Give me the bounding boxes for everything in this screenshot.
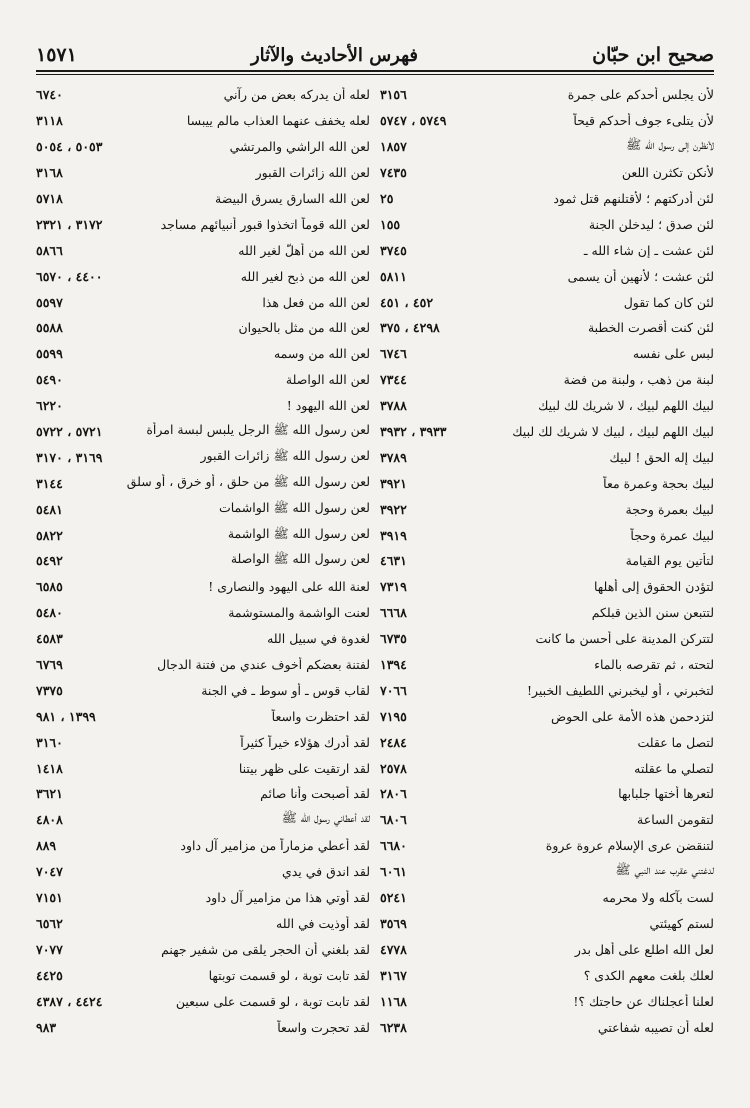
index-entry bbox=[36, 574, 370, 600]
hadith-number: ٤٤٢٤ ، ٤٣٨٧ bbox=[36, 993, 103, 1009]
hadith-incipit: لبيك عمرة وحجاً bbox=[630, 527, 714, 543]
hadith-incipit: لأن يتلىء جوف أحدكم قيحاً bbox=[573, 113, 714, 129]
index-entry bbox=[380, 82, 714, 108]
index-entry bbox=[380, 289, 714, 315]
hadith-incipit: لعن رسول الله ﷺ الواشمة bbox=[227, 525, 370, 541]
index-entry bbox=[380, 729, 714, 755]
hadith-number: ٣٧٨٨ bbox=[380, 398, 407, 414]
hadith-incipit: لعن الله من وسمه bbox=[273, 346, 370, 362]
hadith-incipit: لقد تحجرت واسعاً bbox=[277, 1019, 370, 1035]
hadith-incipit: لتقومن الساعة bbox=[637, 812, 714, 828]
hadith-number: ٥٤٩٢ bbox=[36, 553, 63, 569]
index-entry bbox=[380, 962, 714, 988]
hadith-incipit: لقد أعطاني رسول الله ﷺ bbox=[281, 810, 370, 826]
hadith-number: ٥٤٩٠ bbox=[36, 372, 63, 388]
hadith-number: ٦٥٨٥ bbox=[36, 579, 63, 595]
index-entry bbox=[380, 548, 714, 574]
hadith-incipit: لأنظرن إلى رسول الله ﷺ bbox=[626, 137, 714, 153]
hadith-incipit: لستم كهيئتي bbox=[649, 915, 714, 931]
hadith-incipit: لتصل ما عقلت bbox=[637, 734, 714, 750]
index-entry bbox=[36, 341, 370, 367]
index-entry bbox=[380, 807, 714, 833]
hadith-incipit: لعله أن يدركه بعض من رآني bbox=[223, 87, 370, 103]
hadith-incipit: لعله يخفف عنهما العذاب مالم ييبسا bbox=[186, 113, 370, 129]
hadith-number: ٧٤٣٥ bbox=[380, 165, 407, 181]
hadith-incipit: لئن أدركتهم ؛ لأقتلنهم قتل ثمود bbox=[553, 191, 714, 206]
hadith-incipit: لبنة من ذهب ، ولبنة من فضة bbox=[563, 372, 714, 388]
hadith-incipit: لتتركن المدينة على أحسن ما كانت bbox=[535, 631, 714, 647]
index-entry bbox=[380, 263, 714, 289]
hadith-incipit: لعلك بلغت معهم الكدى ؟ bbox=[583, 967, 714, 983]
index-entry bbox=[380, 781, 714, 807]
hadith-number: ٣١٤٤ bbox=[36, 475, 63, 491]
hadith-incipit: لأن يجلس أحدكم على جمرة bbox=[567, 87, 714, 103]
hadith-incipit: لقد أوتي هذا من مزامير آل داود bbox=[205, 890, 370, 906]
index-entry bbox=[36, 859, 370, 885]
hadith-number: ٤٧٧٨ bbox=[380, 941, 407, 957]
hadith-number: ٤٥٢ ، ٤٥١ bbox=[380, 294, 434, 310]
hadith-number: ٦٥٦٢ bbox=[36, 915, 63, 931]
hadith-incipit: لقاب قوس ـ أو سوط ـ في الجنة bbox=[201, 682, 370, 698]
index-entry bbox=[36, 470, 370, 496]
hadith-number: ٤٨٠٨ bbox=[36, 812, 63, 828]
hadith-number: ٣٩٢٢ bbox=[380, 501, 407, 517]
hadith-incipit: لتأتين يوم القيامة bbox=[625, 553, 714, 569]
hadith-number: ٣٩١٩ bbox=[380, 527, 407, 543]
hadith-number: ٧٠٧٧ bbox=[36, 941, 63, 957]
index-entry bbox=[36, 807, 370, 833]
index-entry bbox=[36, 962, 370, 988]
index-entry bbox=[36, 626, 370, 652]
hadith-incipit: لتعرها أختها جلبابها bbox=[618, 786, 714, 802]
index-entry bbox=[36, 211, 370, 237]
hadith-incipit: لتخبرني ، أو ليخبرني اللطيف الخبير! bbox=[526, 682, 714, 698]
hadith-incipit: لعنة الله على اليهود والنصارى ! bbox=[208, 579, 370, 595]
index-entry bbox=[380, 211, 714, 237]
hadith-incipit: لعن الله اليهود ! bbox=[286, 398, 370, 414]
hadith-incipit: لقد أوذيت في الله bbox=[276, 915, 370, 931]
index-entry bbox=[36, 600, 370, 626]
hadith-incipit: لتؤدن الحقوق إلى أهلها bbox=[593, 579, 714, 595]
hadith-number: ٦٧٤٦ bbox=[380, 346, 407, 362]
index-entry bbox=[380, 134, 714, 160]
hadith-incipit: لقد تابت توبة ، لو قسمت على سبعين bbox=[175, 993, 370, 1009]
index-entry bbox=[380, 911, 714, 937]
index-entry bbox=[36, 781, 370, 807]
hadith-number: ٥٠٥٣ ، ٥٠٥٤ bbox=[36, 139, 103, 155]
hadith-incipit: لعن الله من أهلّ لغير الله bbox=[238, 242, 370, 258]
hadith-incipit: لئن كنت أقصرت الخطبة bbox=[587, 320, 714, 336]
hadith-number: ٦٠٦١ bbox=[380, 864, 407, 880]
hadith-number: ٣٦٢١ bbox=[36, 786, 63, 802]
hadith-number: ٢٤٨٤ bbox=[380, 734, 407, 750]
hadith-incipit: لعل الله اطلع على أهل بدر bbox=[574, 941, 714, 957]
hadith-incipit: لتزدحمن هذه الأمة على الحوض bbox=[550, 708, 714, 724]
hadith-incipit: لغدوة في سبيل الله bbox=[267, 631, 370, 647]
index-entry bbox=[380, 315, 714, 341]
index-entry bbox=[380, 367, 714, 393]
hadith-incipit: لعن رسول الله ﷺ من حلق ، أو خرق ، أو سلق bbox=[126, 473, 370, 489]
index-entry bbox=[36, 496, 370, 522]
index-column-left bbox=[36, 82, 370, 1040]
index-entry bbox=[380, 393, 714, 419]
hadith-number: ٦٦٨٠ bbox=[380, 838, 407, 854]
hadith-incipit: لعن الله الراشي والمرتشي bbox=[229, 139, 370, 155]
hadith-number: ٥٤٨١ bbox=[36, 501, 63, 517]
hadith-number: ٥٨٢٢ bbox=[36, 527, 63, 543]
index-entry bbox=[36, 755, 370, 781]
hadith-incipit: لقد أعطي مزماراً من مزامير آل داود bbox=[180, 838, 370, 854]
hadith-incipit: لست بآكله ولا محرمه bbox=[602, 890, 714, 906]
hadith-incipit: لقد ارتقيت على ظهر بيتنا bbox=[238, 760, 370, 776]
hadith-incipit: لعن رسول الله ﷺ زائرات القبور bbox=[200, 447, 370, 463]
index-entry bbox=[36, 885, 370, 911]
index-entry bbox=[380, 496, 714, 522]
hadith-number: ٦٧٦٩ bbox=[36, 657, 63, 673]
index-entry bbox=[380, 600, 714, 626]
hadith-number: ١٥٥ bbox=[380, 216, 401, 232]
hadith-incipit: لتحته ، ثم تقرصه بالماء bbox=[594, 657, 714, 673]
hadith-incipit: لئن عشت ؛ لأنهين أن يسمى bbox=[567, 268, 714, 284]
hadith-number: ٧٣١٩ bbox=[380, 579, 407, 595]
hadith-incipit: لبيك إله الحق ! لبيك bbox=[609, 449, 714, 465]
hadith-number: ٧٠٦٦ bbox=[380, 682, 407, 698]
index-entry bbox=[36, 108, 370, 134]
hadith-incipit: لبيك بعمرة وحجة bbox=[625, 501, 714, 517]
index-entry bbox=[36, 1014, 370, 1040]
hadith-number: ٢٥ bbox=[380, 191, 394, 206]
hadith-number: ٣٧٨٩ bbox=[380, 449, 407, 465]
hadith-incipit: لبس على نفسه bbox=[632, 346, 714, 362]
hadith-number: ١١٦٨ bbox=[380, 993, 407, 1009]
index-columns bbox=[36, 82, 714, 1040]
index-entry bbox=[36, 677, 370, 703]
index-entry bbox=[380, 108, 714, 134]
hadith-number: ٥٨١١ bbox=[380, 268, 407, 284]
hadith-incipit: لعن الله من مثل بالحيوان bbox=[238, 320, 370, 336]
index-entry bbox=[36, 237, 370, 263]
hadith-incipit: لقد بلغني أن الحجر يلقى من شفير جهنم bbox=[161, 941, 370, 957]
hadith-number: ٥٧٤٩ ، ٥٧٤٧ bbox=[380, 113, 447, 129]
hadith-incipit: لعن الله من فعل هذا bbox=[262, 294, 370, 310]
hadith-number: ٤٤٠٠ ، ٦٥٧٠ bbox=[36, 268, 103, 284]
hadith-incipit: لدغتني عقرب عند النبي ﷺ bbox=[615, 862, 714, 878]
hadith-incipit: لعن الله من ذبح لغير الله bbox=[240, 268, 370, 284]
hadith-number: ٥٥٩٩ bbox=[36, 346, 63, 362]
index-entry bbox=[380, 444, 714, 470]
hadith-number: ٣٩٣٣ ، ٣٩٣٢ bbox=[380, 424, 447, 440]
hadith-number: ٣٥٦٩ bbox=[380, 915, 407, 931]
hadith-incipit: لتتبعن سنن الذين قبلكم bbox=[591, 605, 714, 621]
hadith-incipit: لبيك بحجة وعمرة معاً bbox=[603, 475, 714, 491]
index-entry bbox=[380, 160, 714, 186]
hadith-incipit: لقد احتظرت واسعاً bbox=[271, 708, 370, 724]
hadith-incipit: لئن كان كما تقول bbox=[623, 294, 714, 310]
hadith-number: ٦٧٤٠ bbox=[36, 87, 63, 103]
index-entry bbox=[36, 522, 370, 548]
hadith-number: ١٣٩٤ bbox=[380, 657, 407, 673]
hadith-number: ٥٤٨٠ bbox=[36, 605, 63, 621]
hadith-number: ١٤١٨ bbox=[36, 760, 63, 776]
hadith-incipit: لفتنة بعضكم أخوف عندي من فتنة الدجال bbox=[157, 657, 370, 673]
hadith-incipit: لئن عشت ـ إن شاء الله ـ bbox=[583, 242, 714, 258]
hadith-number: ٣١٦٨ bbox=[36, 165, 63, 181]
index-entry bbox=[380, 522, 714, 548]
index-entry bbox=[380, 833, 714, 859]
index-entry bbox=[36, 419, 370, 445]
hadith-incipit: لعله أن تصيبه شفاعتي bbox=[597, 1019, 714, 1035]
hadith-number: ٣١٥٦ bbox=[380, 87, 407, 103]
index-entry bbox=[380, 186, 714, 212]
index-entry bbox=[380, 626, 714, 652]
hadith-number: ٣١١٨ bbox=[36, 113, 63, 129]
hadith-number: ٥٧٢١ ، ٥٧٢٢ bbox=[36, 424, 103, 440]
hadith-number: ٦٦٦٨ bbox=[380, 605, 407, 621]
hadith-incipit: لقد اندق في يدي bbox=[281, 864, 370, 880]
hadith-number: ١٨٥٧ bbox=[380, 139, 407, 155]
hadith-incipit: لعن الله السارق يسرق البيضة bbox=[215, 191, 370, 206]
index-entry bbox=[36, 367, 370, 393]
hadith-number: ٣٧٤٥ bbox=[380, 242, 407, 258]
hadith-number: ٦٢٢٠ bbox=[36, 398, 63, 414]
hadith-number: ٩٨٣ bbox=[36, 1019, 57, 1035]
hadith-number: ٤٤٢٥ bbox=[36, 967, 63, 983]
index-entry bbox=[36, 444, 370, 470]
book-title: صحيح ابن حبّان bbox=[592, 44, 714, 66]
index-entry bbox=[380, 419, 714, 445]
index-entry bbox=[36, 160, 370, 186]
hadith-number: ٣٩٢١ bbox=[380, 475, 407, 491]
header-rule bbox=[36, 70, 714, 72]
hadith-incipit: لعن رسول الله ﷺ الواشمات bbox=[218, 499, 370, 515]
index-entry bbox=[36, 936, 370, 962]
index-entry bbox=[36, 548, 370, 574]
hadith-number: ٥٥٩٧ bbox=[36, 294, 63, 310]
hadith-incipit: لقد أصبحت وأنا صائم bbox=[260, 786, 370, 802]
index-entry bbox=[36, 186, 370, 212]
hadith-number: ٦٧٣٥ bbox=[380, 631, 407, 647]
hadith-incipit: لعن الله الواصلة bbox=[285, 372, 370, 388]
hadith-incipit: لئن صدق ؛ ليدخلن الجنة bbox=[588, 216, 714, 232]
hadith-incipit: لعنت الواشمة والمستوشمة bbox=[228, 605, 370, 621]
index-entry bbox=[380, 859, 714, 885]
index-entry bbox=[36, 263, 370, 289]
hadith-number: ٢٨٠٦ bbox=[380, 786, 407, 802]
index-entry bbox=[36, 652, 370, 678]
hadith-number: ٤٢٩٨ ، ٣٧٥ bbox=[380, 320, 440, 336]
index-entry bbox=[380, 574, 714, 600]
hadith-number: ٢٥٧٨ bbox=[380, 760, 407, 776]
header-rule-thin bbox=[36, 74, 714, 75]
index-entry bbox=[380, 677, 714, 703]
index-entry bbox=[36, 703, 370, 729]
hadith-number: ٣١٦٩ ، ٣١٧٠ bbox=[36, 449, 103, 465]
index-entry bbox=[36, 82, 370, 108]
hadith-number: ٧١٥١ bbox=[36, 890, 63, 906]
index-entry bbox=[36, 988, 370, 1014]
index-entry bbox=[36, 315, 370, 341]
index-entry bbox=[380, 470, 714, 496]
index-entry bbox=[380, 341, 714, 367]
hadith-incipit: لقد أدرك هؤلاء خيراً كثيراً bbox=[240, 734, 370, 750]
index-entry bbox=[380, 885, 714, 911]
index-entry bbox=[380, 755, 714, 781]
hadith-number: ٨٨٩ bbox=[36, 838, 57, 854]
hadith-number: ٦٨٠٦ bbox=[380, 812, 407, 828]
hadith-number: ٣١٦٠ bbox=[36, 734, 63, 750]
hadith-incipit: لبيك اللهم لبيك ، لبيك لا شريك لك لبيك bbox=[512, 424, 714, 440]
hadith-incipit: لبيك اللهم لبيك ، لا شريك لك لبيك bbox=[538, 398, 714, 414]
index-entry bbox=[36, 911, 370, 937]
index-entry bbox=[36, 134, 370, 160]
index-entry bbox=[36, 289, 370, 315]
hadith-incipit: لتنقضن عرى الإسلام عروة عروة bbox=[545, 838, 714, 854]
hadith-incipit: لعن رسول الله ﷺ الرجل يلبس لبسة امرأة bbox=[146, 422, 370, 438]
hadith-number: ٣١٧٢ ، ٢٣٢١ bbox=[36, 216, 103, 232]
hadith-incipit: لقد تابت توبة ، لو قسمت توبتها bbox=[208, 967, 370, 983]
hadith-incipit: لعن الله زائرات القبور bbox=[255, 165, 370, 181]
hadith-number: ٧٣٤٤ bbox=[380, 372, 407, 388]
index-entry bbox=[380, 703, 714, 729]
hadith-number: ٥٨٦٦ bbox=[36, 242, 63, 258]
hadith-number: ٤٥٨٣ bbox=[36, 631, 63, 647]
page-header bbox=[36, 34, 714, 66]
hadith-number: ٧٠٤٧ bbox=[36, 864, 63, 880]
hadith-number: ٣١٦٧ bbox=[380, 967, 407, 983]
index-entry bbox=[36, 393, 370, 419]
hadith-incipit: لتصلي ما عقلته bbox=[634, 760, 714, 776]
index-column-right bbox=[380, 82, 714, 1040]
hadith-incipit: لعن الله قوماً اتخذوا قبور أنبيائهم مساجد bbox=[160, 216, 370, 232]
index-entry bbox=[380, 1014, 714, 1040]
index-entry bbox=[36, 833, 370, 859]
hadith-incipit: لعلنا أعجلناك عن حاجتك ؟! bbox=[573, 993, 714, 1009]
index-entry bbox=[380, 988, 714, 1014]
hadith-incipit: لأنكن تكثرن اللعن bbox=[621, 165, 714, 181]
hadith-number: ٥٧١٨ bbox=[36, 191, 63, 206]
hadith-number: ٥٥٨٨ bbox=[36, 320, 63, 336]
hadith-number: ٤٦٣١ bbox=[380, 553, 407, 569]
page-number: ١٥٧١ bbox=[36, 44, 77, 66]
hadith-number: ٧١٩٥ bbox=[380, 708, 407, 724]
hadith-number: ٧٣٧٥ bbox=[36, 682, 63, 698]
hadith-number: ٦٢٣٨ bbox=[380, 1019, 407, 1035]
hadith-number: ١٣٩٩ ، ٩٨١ bbox=[36, 708, 96, 724]
index-entry bbox=[380, 237, 714, 263]
index-entry bbox=[380, 936, 714, 962]
hadith-number: ٥٢٤١ bbox=[380, 890, 407, 906]
hadith-incipit: لعن رسول الله ﷺ الواصلة bbox=[230, 551, 370, 567]
index-entry bbox=[380, 652, 714, 678]
index-entry bbox=[36, 729, 370, 755]
section-title: فهرس الأحاديث والآثار bbox=[250, 45, 418, 66]
